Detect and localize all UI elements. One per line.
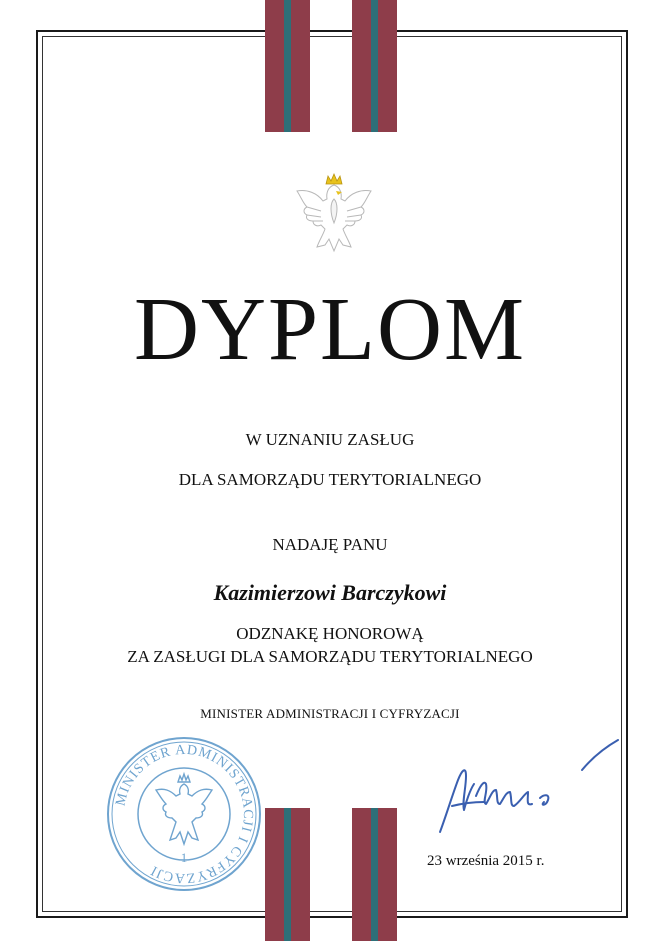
grant-line: NADAJĘ PANU <box>272 535 388 554</box>
stamp-number: 1 <box>180 850 188 865</box>
ribbon-top-left <box>265 0 310 132</box>
diploma-title: DYPLOM <box>133 280 527 379</box>
svg-text:MINISTER ADMINISTRACJI I CYFRY: MINISTER ADMINISTRACJI I CYFRYZACJI <box>113 742 256 886</box>
recognition-line-2: DLA SAMORZĄDU TERYTORIALNEGO <box>178 470 482 489</box>
handwritten-signature <box>432 736 627 836</box>
award-line-1: ODZNAKĘ HONOROWĄ <box>236 624 424 643</box>
recipient-name: Kazimierzowi Barczykowi <box>213 580 447 605</box>
official-seal-icon <box>104 734 264 894</box>
recognition-line-1: W UZNANIU ZASŁUG <box>245 430 415 449</box>
ribbon-top-right <box>352 0 397 132</box>
ribbon-bottom-right <box>352 808 397 941</box>
polish-eagle-icon <box>293 163 375 255</box>
issue-date: 23 września 2015 r. <box>427 853 545 869</box>
award-line-2: ZA ZASŁUGI DLA SAMORZĄDU TERYTORIALNEGO <box>127 647 533 666</box>
issuer-title: MINISTER ADMINISTRACJI I CYFRYZACJI <box>200 706 460 721</box>
ribbon-bottom-left <box>265 808 310 941</box>
